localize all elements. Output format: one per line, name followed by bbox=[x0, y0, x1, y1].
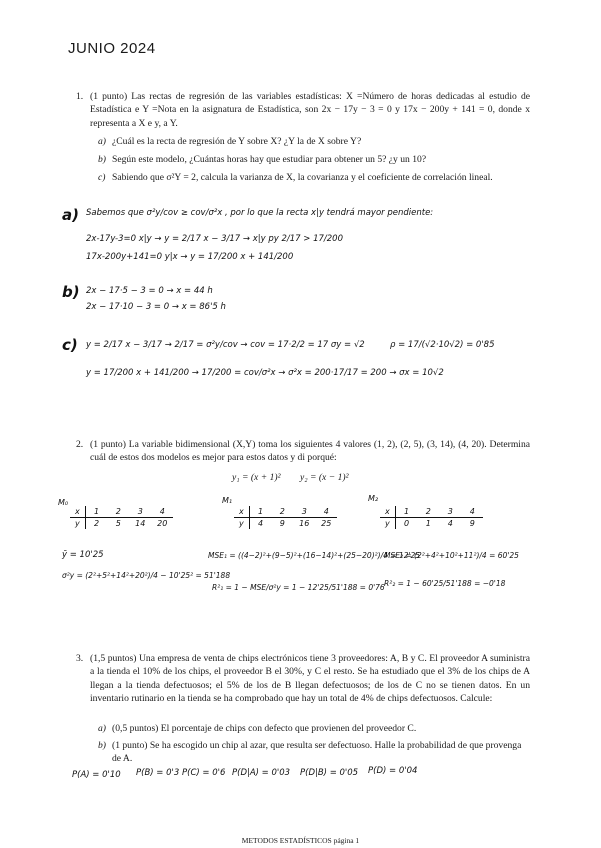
model-1: y₁ = (x + 1)² bbox=[232, 472, 281, 483]
table-cell: 2 bbox=[417, 506, 439, 518]
question-2-text: (1 punto) La variable bidimensional (X,Y) toma los siguientes 4 valores (1, 2), (2, 5), (3, 14), (4, 20). Determina cuál de estos dos modelos es mejor para estos datos y di porqué: bbox=[90, 439, 530, 464]
hw1-a-label: a) bbox=[62, 206, 79, 224]
table-cell: 3 bbox=[129, 506, 151, 518]
table-2-tag: M₂ bbox=[368, 494, 379, 503]
table-header-x: x bbox=[70, 506, 85, 518]
question-3-text: (1,5 puntos) Una empresa de venta de chips electrónicos tiene 3 proveedores: A, B y C. El proveedor A suministra a la tienda el 10% de los chips, el proveedor B el 30%, y C el resto. Se ha estudiado que el 3% de los chips de A llegan a la tienda defectuosos; el 5% de los de B llegan defectuosos; de los de C no se tienen datos. En un inventario rutinario en la tienda se ha comprobado que hay un total de 4% de chips defectuosos. Calcule: bbox=[90, 653, 530, 705]
table-header-y: y bbox=[70, 518, 85, 530]
hw2-mse-1: MSE₁ = ((4−2)²+(9−5)²+(16−14)²+(25−20)²)/4 = 12'25 bbox=[208, 551, 421, 560]
table-cell: 5 bbox=[115, 519, 121, 528]
table-cell: 16 bbox=[299, 519, 310, 528]
table-1-tag: M₁ bbox=[222, 496, 233, 505]
question-3-item-b bbox=[98, 740, 530, 765]
model-2: y₂ = (x − 1)² bbox=[300, 472, 349, 483]
hw3-pda: P(D|A) = 0'03 bbox=[232, 768, 291, 778]
question-1-number: 1. bbox=[76, 91, 84, 102]
table-header-x: x bbox=[234, 506, 249, 518]
hw2-ymean: ȳ = 10'25 bbox=[62, 550, 104, 560]
page-footer: METODOS ESTADÍSTICOS página 1 bbox=[241, 836, 360, 845]
hw3-pd: P(D) = 0'04 bbox=[368, 766, 418, 776]
table-cell: 4 bbox=[257, 519, 264, 528]
hw1-b-line2: 2x − 17·10 − 3 = 0 → x = 86'5 h bbox=[86, 302, 226, 312]
item-label: a) bbox=[98, 723, 106, 734]
hw3-pdb: P(D|B) = 0'05 bbox=[300, 768, 359, 778]
table-cell: 1 bbox=[425, 519, 431, 528]
table-cell: 14 bbox=[135, 519, 146, 528]
item-text: Sabiendo que σ²Y = 2, calcula la varianza de X, la covarianza y el coeficiente de correlación lineal. bbox=[112, 172, 493, 183]
question-3-item-a bbox=[98, 723, 530, 736]
page-header-title: JUNIO 2024 bbox=[68, 40, 156, 57]
table-cell: 0 bbox=[403, 519, 410, 528]
hw2-mse-2: MSE₂ = (2²+4²+10²+11²)/4 = 60'25 bbox=[384, 551, 519, 560]
table-header-x: x bbox=[380, 506, 395, 518]
table-cell: 4 bbox=[447, 519, 453, 528]
hw1-c-label: c) bbox=[62, 336, 78, 354]
data-table-0 bbox=[70, 506, 173, 529]
item-label: b) bbox=[98, 740, 106, 751]
hw3-pc: P(C) = 0'6 bbox=[182, 768, 226, 778]
hw1-b-label: b) bbox=[62, 283, 80, 301]
table-cell: 2 bbox=[107, 506, 129, 518]
table-cell: 4 bbox=[151, 506, 173, 518]
table-cell: 3 bbox=[439, 506, 461, 518]
table-cell: 2 bbox=[93, 519, 100, 528]
hw1-a-line2: 2x-17y-3=0 x|y → y = 2/17 x − 3/17 → x|y py 2/17 > 17/200 bbox=[86, 234, 343, 244]
question-1-text: (1 punto) Las rectas de regresión de las variables estadísticas: X =Número de horas dedicadas al estudio de Estadística e Y =Nota en la asignatura de Estadística, son 2x − 17y − 3 = 0 y 17x − 200y + 141 = 0, donde x representa a X e y, a Y. bbox=[90, 91, 530, 129]
data-table-2 bbox=[380, 506, 483, 529]
table-cell: 9 bbox=[469, 519, 475, 528]
question-3 bbox=[76, 652, 530, 706]
table-0-tag: M₀ bbox=[58, 498, 69, 507]
hw1-a-line1: Sabemos que σ²y/cov ≥ cov/σ²x , por lo que la recta x|y tendrá mayor pendiente: bbox=[86, 208, 434, 218]
table-cell: 4 bbox=[461, 506, 483, 518]
hw3-pa: P(A) = 0'10 bbox=[72, 770, 121, 780]
item-text: ¿Cuál es la recta de regresión de Y sobre X? ¿Y la de X sobre Y? bbox=[112, 136, 362, 147]
table-header-y: y bbox=[380, 518, 395, 530]
table-cell: 2 bbox=[271, 506, 293, 518]
question-1-item-c bbox=[98, 172, 530, 185]
item-label: c) bbox=[98, 172, 106, 183]
table-cell: 4 bbox=[315, 506, 337, 518]
question-1-item-a bbox=[98, 136, 530, 149]
question-3-number: 3. bbox=[76, 653, 84, 664]
question-1 bbox=[76, 90, 530, 130]
hw2-var-y: σ²y = (2²+5²+14²+20²)/4 − 10'25² = 51'188 bbox=[62, 571, 231, 580]
hw2-r2-1: R²₁ = 1 − MSE/σ²y = 1 − 12'25/51'188 = 0'76 bbox=[212, 583, 385, 592]
table-cell: 3 bbox=[293, 506, 315, 518]
table-header-y: y bbox=[234, 518, 249, 530]
table-cell: 1 bbox=[249, 506, 271, 518]
table-cell: 20 bbox=[157, 519, 168, 528]
item-text: Según este modelo, ¿Cuántas horas hay que estudiar para obtener un 5? ¿y un 10? bbox=[112, 154, 427, 165]
item-text: (0,5 puntos) El porcentaje de chips con defecto que provienen del proveedor C. bbox=[112, 723, 417, 734]
item-label: b) bbox=[98, 154, 106, 165]
hw1-c-rho: ρ = 17/(√2·10√2) = 0'85 bbox=[390, 340, 495, 350]
hw1-c-line2: y = 17/200 x + 141/200 → 17/200 = cov/σ²x → σ²x = 200·17/17 = 200 → σx = 10√2 bbox=[86, 368, 444, 378]
question-2 bbox=[76, 438, 530, 465]
item-text: (1 punto) Se ha escogido un chip al azar, que resulta ser defectuoso. Halle la probabilidad de que provenga de A. bbox=[112, 740, 522, 764]
question-1-item-b bbox=[98, 154, 530, 167]
table-cell: 1 bbox=[395, 506, 417, 518]
table-cell: 9 bbox=[279, 519, 285, 528]
item-label: a) bbox=[98, 136, 106, 147]
table-cell: 1 bbox=[85, 506, 107, 518]
table-cell: 25 bbox=[321, 519, 332, 528]
hw3-pb: P(B) = 0'3 bbox=[136, 768, 180, 778]
question-2-number: 2. bbox=[76, 439, 84, 450]
hw1-c-line1: y = 2/17 x − 3/17 → 2/17 = σ²y/cov → cov = 17·2/2 = 17 σy = √2 bbox=[86, 340, 365, 350]
hw1-b-line1: 2x − 17·5 − 3 = 0 → x = 44 h bbox=[86, 286, 213, 296]
data-table-1 bbox=[234, 506, 337, 529]
hw1-a-line3: 17x-200y+141=0 y|x → y = 17/200 x + 141/200 bbox=[86, 252, 294, 262]
hw2-r2-2: R²₂ = 1 − 60'25/51'188 = −0'18 bbox=[384, 579, 506, 588]
